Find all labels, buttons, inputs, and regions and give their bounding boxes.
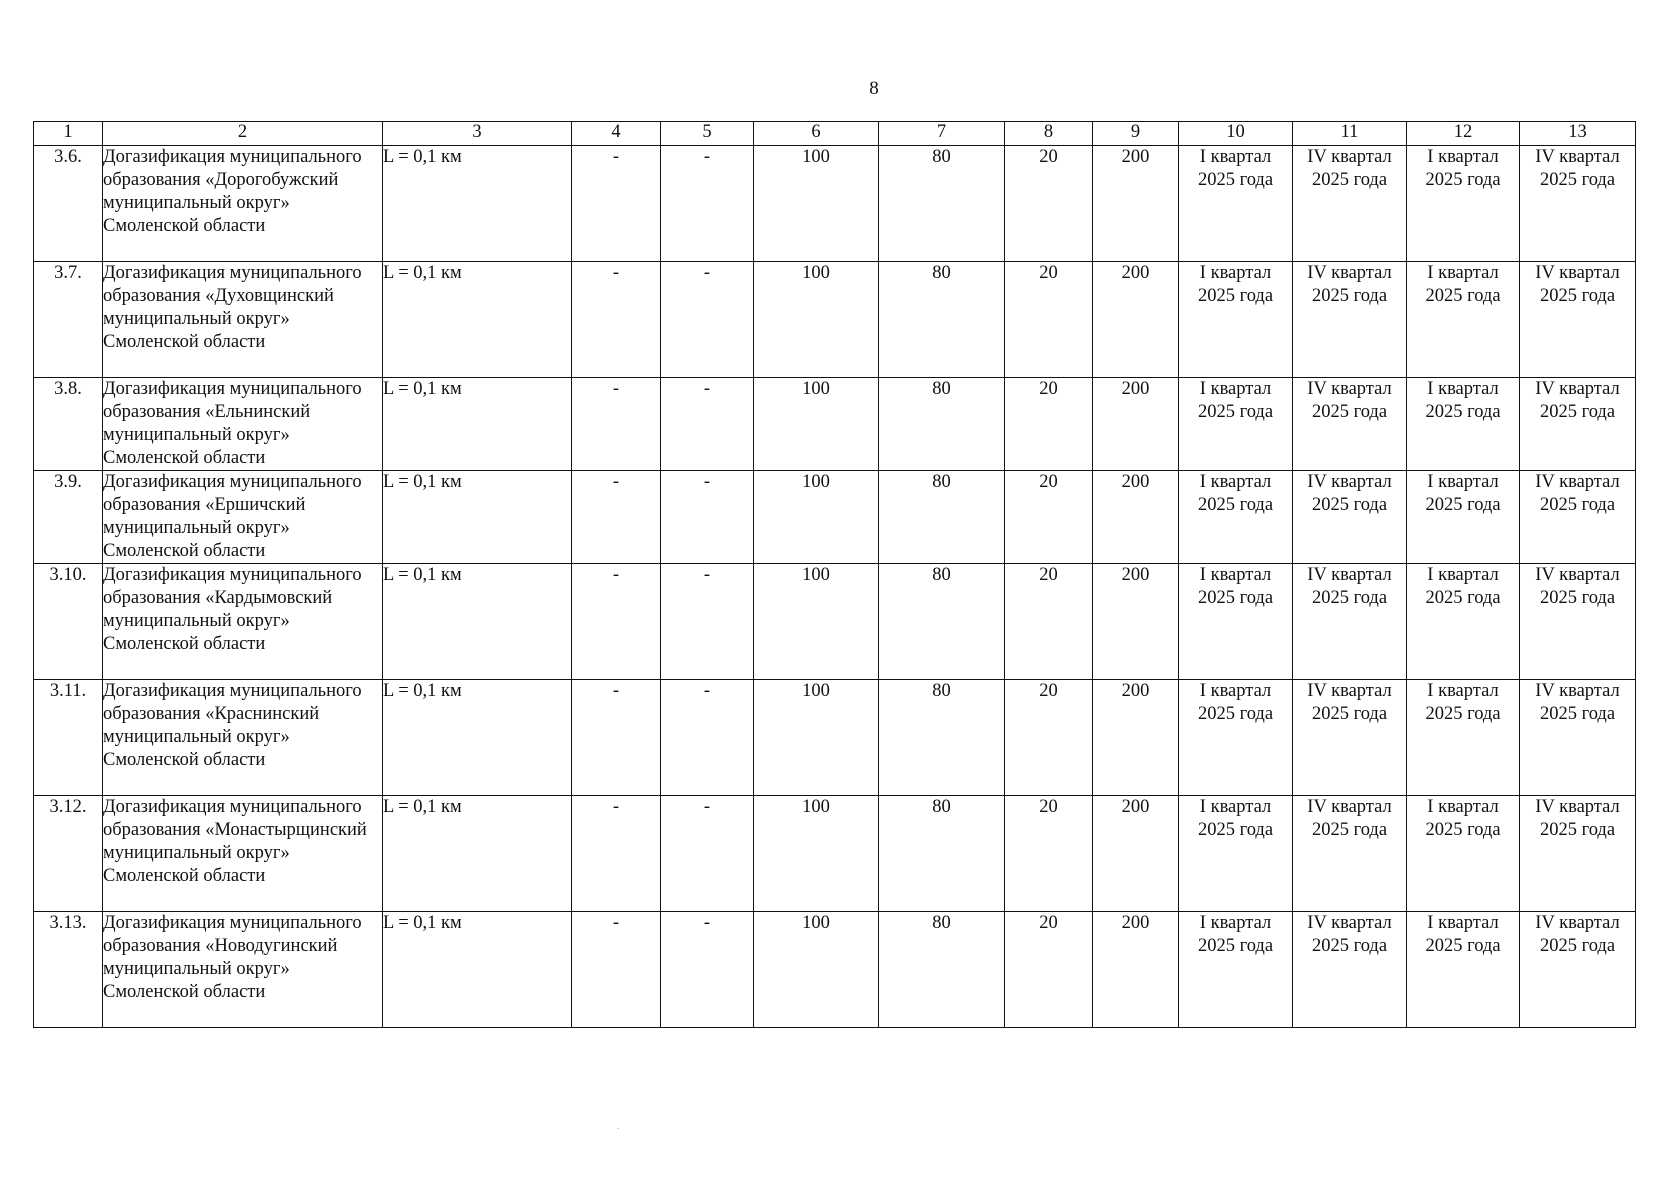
length-cell: L = 0,1 км bbox=[383, 146, 572, 262]
cell-col-12: I квартал 2025 года bbox=[1407, 378, 1520, 471]
cell-col-10: I квартал 2025 года bbox=[1179, 564, 1293, 680]
cell-col-5: - bbox=[661, 262, 754, 378]
object-name: Догазификация муниципального образования «Краснинский муниципальный округ» Смоленской области bbox=[103, 680, 383, 796]
cell-col-6: 100 bbox=[754, 564, 879, 680]
cell-col-4: - bbox=[572, 796, 661, 912]
cell-col-10: I квартал 2025 года bbox=[1179, 262, 1293, 378]
row-number: 3.13. bbox=[34, 912, 103, 1028]
length-cell: L = 0,1 км bbox=[383, 471, 572, 564]
length-cell: L = 0,1 км bbox=[383, 912, 572, 1028]
cell-col-11: IV квартал 2025 года bbox=[1293, 796, 1407, 912]
cell-col-10: I квартал 2025 года bbox=[1179, 378, 1293, 471]
cell-col-5: - bbox=[661, 471, 754, 564]
cell-col-9: 200 bbox=[1093, 262, 1179, 378]
cell-col-6: 100 bbox=[754, 378, 879, 471]
column-header-10: 10 bbox=[1179, 122, 1293, 146]
cell-col-11: IV квартал 2025 года bbox=[1293, 262, 1407, 378]
cell-col-12: I квартал 2025 года bbox=[1407, 262, 1520, 378]
row-number: 3.8. bbox=[34, 378, 103, 471]
cell-col-12: I квартал 2025 года bbox=[1407, 471, 1520, 564]
cell-col-6: 100 bbox=[754, 680, 879, 796]
page-number: 8 bbox=[869, 78, 879, 99]
cell-col-5: - bbox=[661, 146, 754, 262]
cell-col-4: - bbox=[572, 262, 661, 378]
cell-col-7: 80 bbox=[879, 146, 1005, 262]
cell-col-9: 200 bbox=[1093, 146, 1179, 262]
row-number: 3.12. bbox=[34, 796, 103, 912]
cell-col-9: 200 bbox=[1093, 471, 1179, 564]
cell-col-6: 100 bbox=[754, 146, 879, 262]
cell-col-8: 20 bbox=[1005, 912, 1093, 1028]
cell-col-10: I квартал 2025 года bbox=[1179, 471, 1293, 564]
cell-col-10: I квартал 2025 года bbox=[1179, 796, 1293, 912]
column-header-12: 12 bbox=[1407, 122, 1520, 146]
cell-col-4: - bbox=[572, 680, 661, 796]
cell-col-13: IV квартал 2025 года bbox=[1520, 564, 1636, 680]
cell-col-12: I квартал 2025 года bbox=[1407, 912, 1520, 1028]
length-cell: L = 0,1 км bbox=[383, 378, 572, 471]
table-row bbox=[34, 564, 1636, 680]
cell-col-8: 20 bbox=[1005, 564, 1093, 680]
object-name: Догазификация муниципального образования «Кардымовский муниципальный округ» Смоленской области bbox=[103, 564, 383, 680]
cell-col-6: 100 bbox=[754, 471, 879, 564]
cell-col-10: I квартал 2025 года bbox=[1179, 912, 1293, 1028]
object-name: Догазификация муниципального образования «Монастырщинский муниципальный округ» Смоленской области bbox=[103, 796, 383, 912]
object-name: Догазификация муниципального образования «Духовщинский муниципальный округ» Смоленской области bbox=[103, 262, 383, 378]
column-header-9: 9 bbox=[1093, 122, 1179, 146]
data-table bbox=[33, 121, 1636, 1028]
cell-col-11: IV квартал 2025 года bbox=[1293, 912, 1407, 1028]
cell-col-5: - bbox=[661, 378, 754, 471]
cell-col-10: I квартал 2025 года bbox=[1179, 680, 1293, 796]
cell-col-13: IV квартал 2025 года bbox=[1520, 262, 1636, 378]
cell-col-5: - bbox=[661, 564, 754, 680]
cell-col-6: 100 bbox=[754, 912, 879, 1028]
cell-col-4: - bbox=[572, 564, 661, 680]
cell-col-4: - bbox=[572, 146, 661, 262]
cell-col-7: 80 bbox=[879, 912, 1005, 1028]
cell-col-6: 100 bbox=[754, 796, 879, 912]
cell-col-4: - bbox=[572, 912, 661, 1028]
table-row bbox=[34, 796, 1636, 912]
cell-col-13: IV квартал 2025 года bbox=[1520, 796, 1636, 912]
cell-col-9: 200 bbox=[1093, 912, 1179, 1028]
cell-col-4: - bbox=[572, 471, 661, 564]
cell-col-12: I квартал 2025 года bbox=[1407, 796, 1520, 912]
scan-speck bbox=[617, 1128, 619, 1129]
column-header-8: 8 bbox=[1005, 122, 1093, 146]
table-header bbox=[34, 122, 1636, 146]
table-body bbox=[34, 146, 1636, 1028]
cell-col-13: IV квартал 2025 года bbox=[1520, 378, 1636, 471]
length-cell: L = 0,1 км bbox=[383, 796, 572, 912]
cell-col-7: 80 bbox=[879, 680, 1005, 796]
cell-col-8: 20 bbox=[1005, 378, 1093, 471]
cell-col-9: 200 bbox=[1093, 796, 1179, 912]
cell-col-11: IV квартал 2025 года bbox=[1293, 680, 1407, 796]
cell-col-12: I квартал 2025 года bbox=[1407, 564, 1520, 680]
cell-col-5: - bbox=[661, 680, 754, 796]
header-row bbox=[34, 122, 1636, 146]
cell-col-10: I квартал 2025 года bbox=[1179, 146, 1293, 262]
row-number: 3.7. bbox=[34, 262, 103, 378]
cell-col-7: 80 bbox=[879, 796, 1005, 912]
cell-col-8: 20 bbox=[1005, 680, 1093, 796]
object-name: Догазификация муниципального образования «Новодугинский муниципальный округ» Смоленской области bbox=[103, 912, 383, 1028]
row-number: 3.10. bbox=[34, 564, 103, 680]
cell-col-11: IV квартал 2025 года bbox=[1293, 146, 1407, 262]
length-cell: L = 0,1 км bbox=[383, 680, 572, 796]
cell-col-5: - bbox=[661, 912, 754, 1028]
table-row bbox=[34, 378, 1636, 471]
row-number: 3.11. bbox=[34, 680, 103, 796]
column-header-6: 6 bbox=[754, 122, 879, 146]
row-number: 3.6. bbox=[34, 146, 103, 262]
cell-col-9: 200 bbox=[1093, 378, 1179, 471]
cell-col-7: 80 bbox=[879, 564, 1005, 680]
cell-col-8: 20 bbox=[1005, 471, 1093, 564]
cell-col-11: IV квартал 2025 года bbox=[1293, 564, 1407, 680]
cell-col-13: IV квартал 2025 года bbox=[1520, 471, 1636, 564]
cell-col-13: IV квартал 2025 года bbox=[1520, 680, 1636, 796]
column-header-3: 3 bbox=[383, 122, 572, 146]
column-header-7: 7 bbox=[879, 122, 1005, 146]
length-cell: L = 0,1 км bbox=[383, 564, 572, 680]
table-row bbox=[34, 262, 1636, 378]
length-cell: L = 0,1 км bbox=[383, 262, 572, 378]
table-row bbox=[34, 471, 1636, 564]
cell-col-6: 100 bbox=[754, 262, 879, 378]
column-header-4: 4 bbox=[572, 122, 661, 146]
cell-col-13: IV квартал 2025 года bbox=[1520, 912, 1636, 1028]
cell-col-5: - bbox=[661, 796, 754, 912]
object-name: Догазификация муниципального образования «Ершичский муниципальный округ» Смоленской области bbox=[103, 471, 383, 564]
cell-col-12: I квартал 2025 года bbox=[1407, 680, 1520, 796]
table-row bbox=[34, 146, 1636, 262]
column-header-2: 2 bbox=[103, 122, 383, 146]
cell-col-7: 80 bbox=[879, 262, 1005, 378]
row-number: 3.9. bbox=[34, 471, 103, 564]
column-header-11: 11 bbox=[1293, 122, 1407, 146]
cell-col-12: I квартал 2025 года bbox=[1407, 146, 1520, 262]
cell-col-11: IV квартал 2025 года bbox=[1293, 378, 1407, 471]
object-name: Догазификация муниципального образования «Дорогобужский муниципальный округ» Смоленской области bbox=[103, 146, 383, 262]
cell-col-8: 20 bbox=[1005, 146, 1093, 262]
table-row bbox=[34, 912, 1636, 1028]
cell-col-13: IV квартал 2025 года bbox=[1520, 146, 1636, 262]
table-row bbox=[34, 680, 1636, 796]
cell-col-8: 20 bbox=[1005, 262, 1093, 378]
object-name: Догазификация муниципального образования «Ельнинский муниципальный округ» Смоленской области bbox=[103, 378, 383, 471]
cell-col-7: 80 bbox=[879, 471, 1005, 564]
cell-col-4: - bbox=[572, 378, 661, 471]
cell-col-9: 200 bbox=[1093, 680, 1179, 796]
cell-col-7: 80 bbox=[879, 378, 1005, 471]
cell-col-11: IV квартал 2025 года bbox=[1293, 471, 1407, 564]
column-header-13: 13 bbox=[1520, 122, 1636, 146]
cell-col-8: 20 bbox=[1005, 796, 1093, 912]
column-header-5: 5 bbox=[661, 122, 754, 146]
column-header-1: 1 bbox=[34, 122, 103, 146]
cell-col-9: 200 bbox=[1093, 564, 1179, 680]
